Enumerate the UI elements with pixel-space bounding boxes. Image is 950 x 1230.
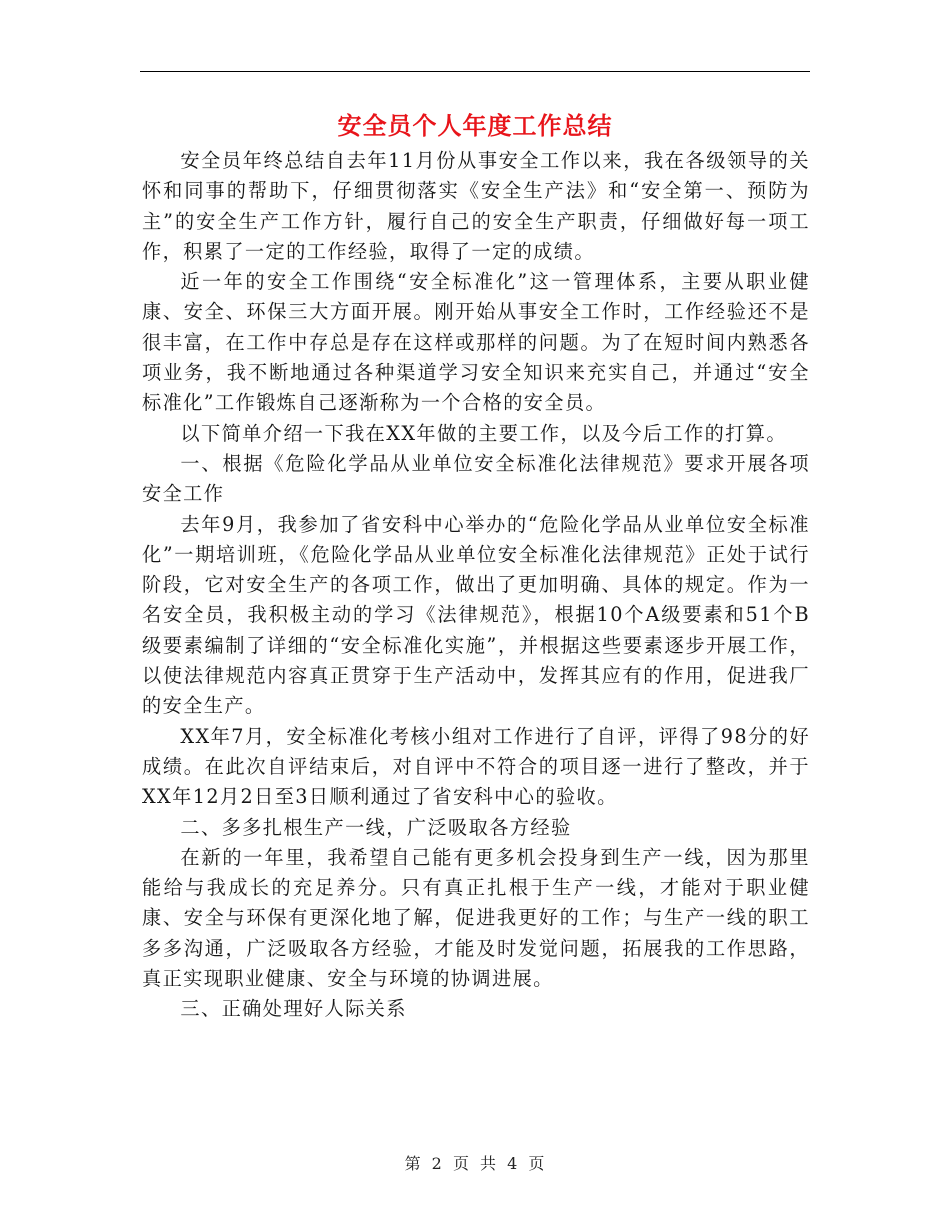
header-rule	[140, 71, 810, 72]
paragraph-summary-lead: 以下简单介绍一下我在XX年做的主要工作，以及今后工作的打算。	[180, 421, 787, 445]
document-body	[142, 146, 810, 1025]
paragraph-intro: 安全员年终总结自去年11月份从事安全工作以来，我在各级领导的关怀和同事的帮助下，仔细贯彻落实《安全生产法》和“安全第一、预防为主”的安全生产工作方针，履行自己的安全生产职责，仔细做好每一项工作，积累了一定的工作经验，取得了一定的成绩。	[142, 149, 810, 263]
section-heading-3: 三、正确处理好人际关系	[180, 997, 407, 1021]
paragraph-self-evaluation: XX年7月，安全标准化考核小组对工作进行了自评，评得了98分的好成绩。在此次自评结束后，对自评中不符合的项目逐一进行了整改，并于XX年12月2日至3日顺利通过了省安科中心的验收。	[142, 724, 810, 809]
section-heading-2: 二、多多扎根生产一线，广泛吸取各方经验	[180, 815, 572, 839]
paragraph-section-2: 在新的一年里，我希望自己能有更多机会投身到生产一线，因为那里能给与我成长的充足养分。只有真正扎根于生产一线，才能对于职业健康、安全与环保有更深化地了解，促进我更好的工作；与生产一线的职工多多沟通，广泛吸取各方经验，才能及时发觉问题，拓展我的工作思路，真正实现职业健康、安全与环境的协调进展。	[142, 845, 810, 991]
paragraph-section-1: 去年9月，我参加了省安科中心举办的“危险化学品从业单位安全标准化”一期培训班，《危险化学品从业单位安全标准化法律规范》正处于试行阶段，它对安全生产的各项工作，做出了更加明确、具体的规定。作为一名安全员，我积极主动的学习《法律规范》，根据10个A级要素和51个B级要素编制了详细的“安全标准化实施”，并根据这些要素逐步开展工作，以使法律规范内容真正贯穿于生产活动中，发挥其应有的作用，促进我厂的安全生产。	[142, 512, 810, 718]
page-number: 第 2 页 共 4 页	[404, 1154, 546, 1173]
paragraph-overview: 近一年的安全工作围绕“安全标准化”这一管理体系，主要从职业健康、安全、环保三大方面开展。刚开始从事安全工作时，工作经验还不是很丰富，在工作中存总是存在这样或那样的问题。为了在短时间内熟悉各项业务，我不断地通过各种渠道学习安全知识来充实自己，并通过“安全标准化”工作锻炼自己逐渐称为一个合格的安全员。	[142, 270, 810, 415]
document-title: 安全员个人年度工作总结	[337, 111, 613, 140]
section-heading-1: 一、根据《危险化学品从业单位安全标准化法律规范》要求开展各项安全工作	[142, 451, 810, 506]
